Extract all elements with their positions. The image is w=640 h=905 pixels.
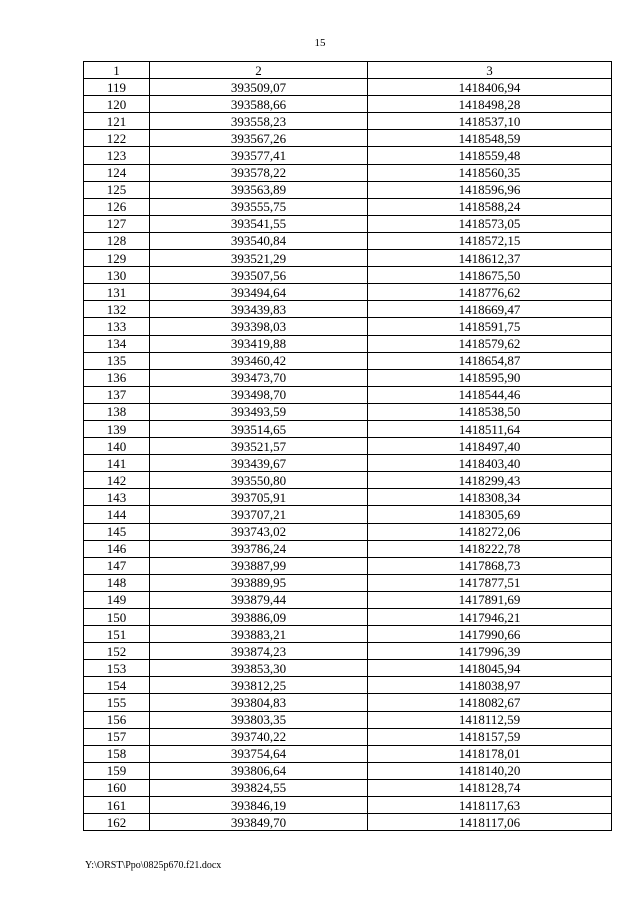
table-row [84,626,612,643]
y-coordinate-cell: 1418222,78 [368,540,612,557]
point-number-cell: 133 [84,318,150,335]
table-row [84,420,612,437]
x-coordinate-cell: 393853,30 [150,660,368,677]
y-coordinate-cell: 1418669,47 [368,301,612,318]
table-row [84,198,612,215]
y-coordinate-cell: 1418308,34 [368,489,612,506]
table-row [84,489,612,506]
x-coordinate-cell: 393889,95 [150,574,368,591]
table-row [84,403,612,420]
y-coordinate-cell: 1418548,59 [368,130,612,147]
y-coordinate-cell: 1418497,40 [368,438,612,455]
point-number-cell: 154 [84,677,150,694]
y-coordinate-cell: 1418112,59 [368,711,612,728]
table-row [84,335,612,352]
y-coordinate-cell: 1418178,01 [368,745,612,762]
y-coordinate-cell: 1418128,74 [368,779,612,796]
table-row [84,660,612,677]
table-row [84,79,612,96]
table-row [84,96,612,113]
point-number-cell: 156 [84,711,150,728]
point-number-cell: 155 [84,694,150,711]
y-coordinate-cell: 1418776,62 [368,284,612,301]
point-number-cell: 121 [84,113,150,130]
y-coordinate-cell: 1417877,51 [368,574,612,591]
point-number-cell: 157 [84,728,150,745]
x-coordinate-cell: 393578,22 [150,164,368,181]
point-number-cell: 120 [84,96,150,113]
x-coordinate-cell: 393786,24 [150,540,368,557]
x-coordinate-cell: 393563,89 [150,181,368,198]
point-number-cell: 130 [84,267,150,284]
x-coordinate-cell: 393521,29 [150,250,368,267]
y-coordinate-cell: 1417990,66 [368,626,612,643]
table-row [84,609,612,626]
table-row [84,318,612,335]
x-coordinate-cell: 393849,70 [150,814,368,831]
table-row [84,147,612,164]
point-number-cell: 140 [84,438,150,455]
table-row [84,301,612,318]
x-coordinate-cell: 393754,64 [150,745,368,762]
y-coordinate-cell: 1418045,94 [368,660,612,677]
table-row [84,557,612,574]
y-coordinate-cell: 1418537,10 [368,113,612,130]
point-number-cell: 132 [84,301,150,318]
y-coordinate-cell: 1418588,24 [368,198,612,215]
x-coordinate-cell: 393398,03 [150,318,368,335]
point-number-cell: 153 [84,660,150,677]
x-coordinate-cell: 393886,09 [150,609,368,626]
table-row [84,181,612,198]
x-coordinate-cell: 393740,22 [150,728,368,745]
point-number-cell: 123 [84,147,150,164]
point-number-cell: 129 [84,250,150,267]
x-coordinate-cell: 393879,44 [150,591,368,608]
point-number-cell: 144 [84,506,150,523]
y-coordinate-cell: 1418573,05 [368,215,612,232]
x-coordinate-cell: 393804,83 [150,694,368,711]
x-coordinate-cell: 393705,91 [150,489,368,506]
table-row [84,232,612,249]
x-coordinate-cell: 393887,99 [150,557,368,574]
x-coordinate-cell: 393439,67 [150,455,368,472]
y-coordinate-cell: 1418572,15 [368,232,612,249]
point-number-cell: 145 [84,523,150,540]
column-header-y: 3 [368,62,612,79]
table-row [84,113,612,130]
x-coordinate-cell: 393541,55 [150,215,368,232]
x-coordinate-cell: 393567,26 [150,130,368,147]
table-row [84,164,612,181]
column-header-x: 2 [150,62,368,79]
x-coordinate-cell: 393806,64 [150,762,368,779]
x-coordinate-cell: 393555,75 [150,198,368,215]
table-row [84,472,612,489]
y-coordinate-cell: 1418591,75 [368,318,612,335]
y-coordinate-cell: 1418117,06 [368,814,612,831]
y-coordinate-cell: 1418538,50 [368,403,612,420]
y-coordinate-cell: 1417946,21 [368,609,612,626]
x-coordinate-cell: 393558,23 [150,113,368,130]
y-coordinate-cell: 1417891,69 [368,591,612,608]
point-number-cell: 135 [84,352,150,369]
y-coordinate-cell: 1418559,48 [368,147,612,164]
point-number-cell: 160 [84,779,150,796]
y-coordinate-cell: 1418579,62 [368,335,612,352]
y-coordinate-cell: 1418305,69 [368,506,612,523]
point-number-cell: 141 [84,455,150,472]
y-coordinate-cell: 1418560,35 [368,164,612,181]
table-row [84,779,612,796]
x-coordinate-cell: 393577,41 [150,147,368,164]
y-coordinate-cell: 1418612,37 [368,250,612,267]
x-coordinate-cell: 393419,88 [150,335,368,352]
table-row [84,762,612,779]
x-coordinate-cell: 393803,35 [150,711,368,728]
table-row [84,574,612,591]
table-row [84,284,612,301]
y-coordinate-cell: 1418082,67 [368,694,612,711]
y-coordinate-cell: 1418157,59 [368,728,612,745]
footer-file-path: Y:\ORST\Ppo\0825p670.f21.docx [85,860,222,871]
x-coordinate-cell: 393883,21 [150,626,368,643]
point-number-cell: 131 [84,284,150,301]
point-number-cell: 158 [84,745,150,762]
y-coordinate-cell: 1418511,64 [368,420,612,437]
x-coordinate-cell: 393498,70 [150,386,368,403]
x-coordinate-cell: 393521,57 [150,438,368,455]
point-number-cell: 161 [84,797,150,814]
table-row [84,267,612,284]
y-coordinate-cell: 1418654,87 [368,352,612,369]
table-row [84,677,612,694]
table-row [84,455,612,472]
y-coordinate-cell: 1418596,96 [368,181,612,198]
y-coordinate-cell: 1418140,20 [368,762,612,779]
table-row [84,369,612,386]
x-coordinate-cell: 393439,83 [150,301,368,318]
y-coordinate-cell: 1418299,43 [368,472,612,489]
y-coordinate-cell: 1417868,73 [368,557,612,574]
table-row [84,250,612,267]
table-row [84,643,612,660]
y-coordinate-cell: 1417996,39 [368,643,612,660]
y-coordinate-cell: 1418403,40 [368,455,612,472]
x-coordinate-cell: 393846,19 [150,797,368,814]
table-row [84,540,612,557]
table-row [84,130,612,147]
table-row [84,797,612,814]
y-coordinate-cell: 1418038,97 [368,677,612,694]
point-number-cell: 127 [84,215,150,232]
x-coordinate-cell: 393540,84 [150,232,368,249]
point-number-cell: 139 [84,420,150,437]
point-number-cell: 128 [84,232,150,249]
table-row [84,694,612,711]
table-row [84,438,612,455]
x-coordinate-cell: 393824,55 [150,779,368,796]
column-header-number: 1 [84,62,150,79]
point-number-cell: 138 [84,403,150,420]
table-row [84,814,612,831]
y-coordinate-cell: 1418595,90 [368,369,612,386]
point-number-cell: 149 [84,591,150,608]
point-number-cell: 125 [84,181,150,198]
table-row [84,745,612,762]
point-number-cell: 137 [84,386,150,403]
x-coordinate-cell: 393507,56 [150,267,368,284]
table-body [84,79,612,831]
table-row [84,523,612,540]
point-number-cell: 148 [84,574,150,591]
point-number-cell: 126 [84,198,150,215]
coordinates-table [83,61,612,831]
table-row [84,215,612,232]
table-row [84,352,612,369]
y-coordinate-cell: 1418272,06 [368,523,612,540]
y-coordinate-cell: 1418498,28 [368,96,612,113]
x-coordinate-cell: 393494,64 [150,284,368,301]
point-number-cell: 124 [84,164,150,181]
point-number-cell: 162 [84,814,150,831]
point-number-cell: 143 [84,489,150,506]
table-row [84,506,612,523]
x-coordinate-cell: 393509,07 [150,79,368,96]
table-row [84,711,612,728]
page-number: 15 [314,37,326,49]
table-header-row [84,62,612,79]
y-coordinate-cell: 1418544,46 [368,386,612,403]
x-coordinate-cell: 393588,66 [150,96,368,113]
x-coordinate-cell: 393550,80 [150,472,368,489]
y-coordinate-cell: 1418675,50 [368,267,612,284]
point-number-cell: 150 [84,609,150,626]
point-number-cell: 136 [84,369,150,386]
table-row [84,386,612,403]
x-coordinate-cell: 393493,59 [150,403,368,420]
point-number-cell: 122 [84,130,150,147]
x-coordinate-cell: 393514,65 [150,420,368,437]
y-coordinate-cell: 1418117,63 [368,797,612,814]
x-coordinate-cell: 393460,42 [150,352,368,369]
point-number-cell: 142 [84,472,150,489]
x-coordinate-cell: 393743,02 [150,523,368,540]
x-coordinate-cell: 393812,25 [150,677,368,694]
table-row [84,591,612,608]
point-number-cell: 159 [84,762,150,779]
x-coordinate-cell: 393874,23 [150,643,368,660]
point-number-cell: 119 [84,79,150,96]
x-coordinate-cell: 393473,70 [150,369,368,386]
point-number-cell: 134 [84,335,150,352]
y-coordinate-cell: 1418406,94 [368,79,612,96]
x-coordinate-cell: 393707,21 [150,506,368,523]
point-number-cell: 146 [84,540,150,557]
point-number-cell: 152 [84,643,150,660]
point-number-cell: 147 [84,557,150,574]
table-row [84,728,612,745]
point-number-cell: 151 [84,626,150,643]
